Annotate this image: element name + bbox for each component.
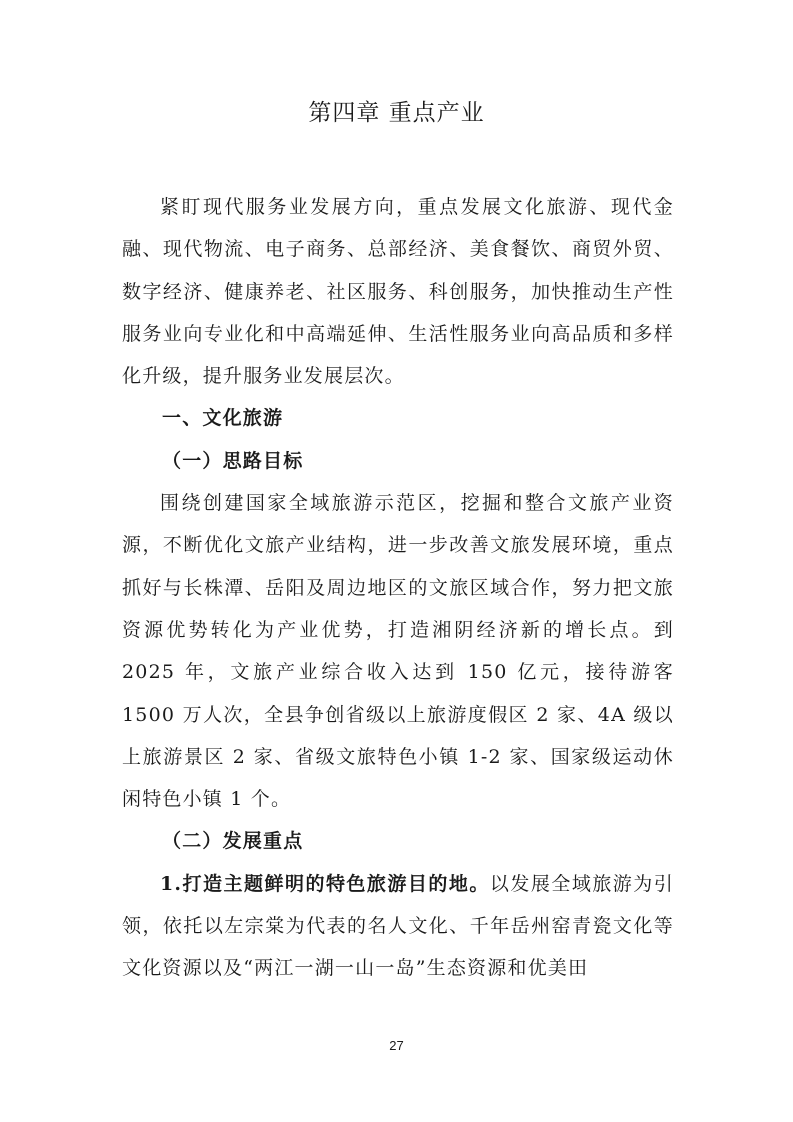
intro-paragraph: 紧盯现代服务业发展方向，重点发展文化旅游、现代金融、现代物流、电子商务、总部经济、美食餐饮、商贸外贸、数字经济、健康养老、社区服务、科创服务，加快推动生产性服务业向专业化和中高端延伸、生活性服务业向高品质和多样化升级，提升服务业发展层次。 <box>122 196 674 388</box>
section-heading-culture-tourism: 一、文化旅游 <box>162 407 284 430</box>
subsection-heading-goals: （一）思路目标 <box>162 449 304 472</box>
chapter-title: 第四章 重点产业 <box>308 100 485 126</box>
focus-item-lead: 1.打造主题鲜明的特色旅游目的地。 <box>160 872 490 895</box>
focus-paragraph <box>122 863 674 990</box>
document-body <box>122 186 674 990</box>
subsection-heading-focus: （二）发展重点 <box>162 830 304 853</box>
focus-item-text: 以发展全域旅游为引领，依托以左宗棠为代表的名人文化、千年岳州窑青瓷文化等文化资源以及“两江一湖一山一岛”生态资源和优美田 <box>122 872 674 980</box>
page-number: 27 <box>389 1038 404 1053</box>
goals-paragraph: 围绕创建国家全域旅游示范区，挖掘和整合文旅产业资源，不断优化文旅产业结构，进一步改善文旅发展环境，重点抓好与长株潭、岳阳及周边地区的文旅区域合作，努力把文旅资源优势转化为产业优势，打造湘阴经济新的增长点。到 2025 年，文旅产业综合收入达到 150 亿元，接待游客 1500 万人次，全县争创省级以上旅游度假区 2 家、4A 级以上旅游景区 2 家、省级文旅特色小镇 1-2 家、国家级运动休闲特色小镇 1 个。 <box>122 492 674 811</box>
